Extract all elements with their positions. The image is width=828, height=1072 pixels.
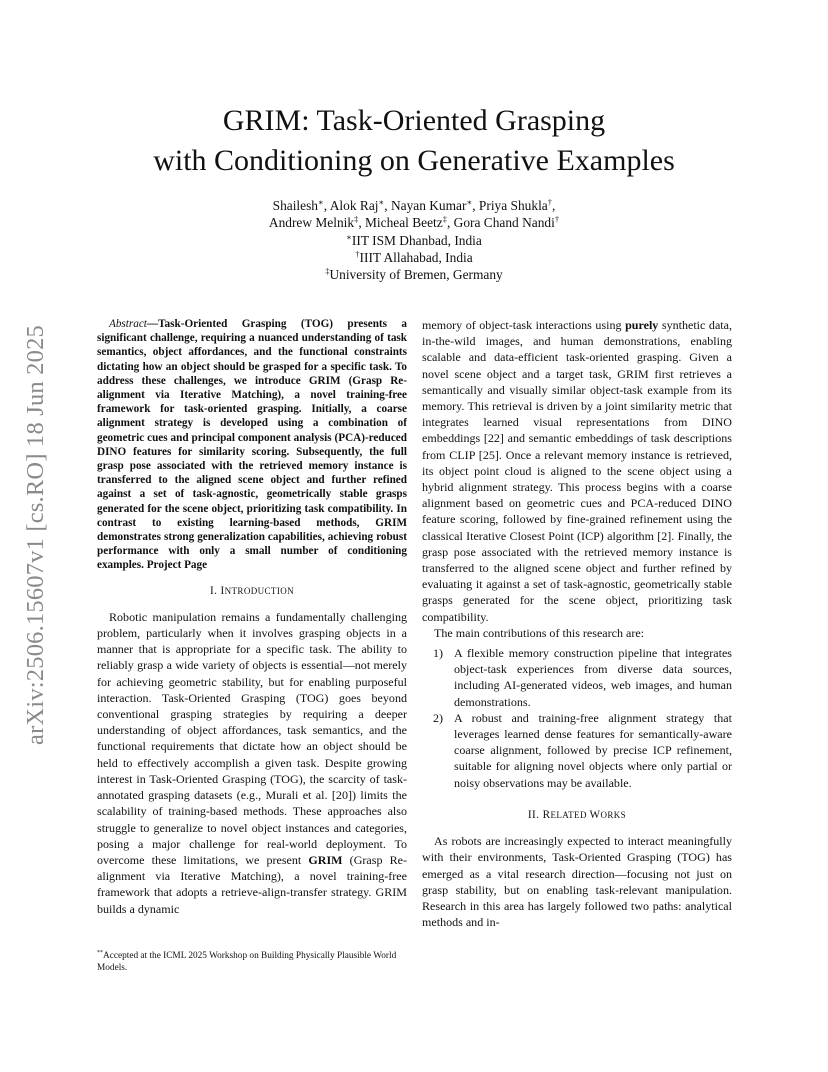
project-page-link[interactable]: Project Page [146, 559, 208, 572]
title-line-2: with Conditioning on Generative Examples [153, 144, 675, 177]
contribution-item-2: 2) A robust and training-free alignment strategy that leverages learned dense features for semantically-aware coarse alignment, followed by precise ICP refinement, suitable for aligning novel objects where only partial or noisy observations may be available. [433, 710, 732, 790]
affiliation-3: ‡University of Bremen, Germany [325, 266, 503, 283]
title-line-1: GRIM: Task-Oriented Grasping [222, 104, 606, 137]
affiliation-2: †IIIT Allahabad, India [355, 248, 473, 265]
intro-paragraph-2: memory of object-task interactions using purely synthetic data, in-the-wild images, and human demonstrations, enabling scalable and data-efficient task-oriented grasping. Given a novel scene object and a target task, GRIM first retrieves a semantically and visually similar object-task example from its memory. This retrieval is driven by a joint similarity metric that integrates learned visual representations from DINO embeddings [22] and semantic embeddings of task descriptions from CLIP [25]. Once a relevant memory instance is retrieved, its object point cloud is aligned to the scene object using a hybrid alignment strategy. This process begins with a coarse alignment based on geometric cues and PCA-reduced DINO feature scoring, followed by fine-grained refinement using the classical Iterative Closest Point (ICP) algorithm [2]. Finally, the grasp pose associated with the retrieved memory instance is transferred to the aligned scene object and further refined by evaluating it against a set of task-agnostic, geometrically stable grasps generated for the scene object, prioritizing task compatibility. [422, 318, 732, 624]
grim-bold: GRIM [308, 852, 343, 867]
author-line-1: Shailesh∗, Alok Raj∗, Nayan Kumar∗, Priya Shukla†, [272, 197, 556, 213]
contributions-list [422, 645, 732, 791]
related-works-paragraph-1: As robots are increasingly expected to interact meaningfully with their environments, Task-Oriented Grasping (TOG) has emerged as a vital research direction—focusing not just on grasp stability, but on enabling task-relevant manipulation. Research in this area has largely followed two paths: analytical methods and in- [422, 834, 732, 930]
arxiv-id-text: arXiv:2506.15607v1 [cs.RO] 18 Jun 2025 [22, 325, 49, 745]
abstract [97, 317, 407, 573]
paper-title [90, 101, 738, 181]
contributions-intro: The main contributions of this research are: [434, 625, 645, 640]
author-block [90, 197, 738, 283]
intro-paragraph-1: Robotic manipulation remains a fundamentally challenging problem, particularly when it involves grasping objects in a manner that is appropriate for a specific task. The ability to reliably grasp a wide variety of objects is essential—not merely for achieving geometric stability, but for enabling purposeful interaction. Task-Oriented Grasping (TOG) goes beyond conventional grasping strategies by requiring a deeper understanding of object affordances, task semantics, and the functional requirements that dictate how an object should be held to effectively accomplish a given task. Despite growing interest in Task-Oriented Grasping (TOG), the scarcity of task-annotated grasping datasets (e.g., Murali et al. [20]) limits the scalability of training-based methods. These approaches also struggle to generalize to novel object instances and categories, posing a major challenge for real-world deployment. To overcome these limitations, we present GRIM (Grasp Re-alignment via Iterative Matching), a novel training-free framework that adopts a retrieve-align-transfer strategy. GRIM builds a dynamic [97, 609, 408, 916]
section-heading-introduction: I. INTRODUCTION [209, 584, 295, 597]
author-line-2: Andrew Melnik‡, Micheal Beetz‡, Gora Chand Nandi† [268, 214, 560, 231]
left-column [97, 317, 407, 917]
abstract-text: —Task-Oriented Grasping (TOG) presents a significant challenge, requiring a nuanced understanding of task semantics, object affordances, and the functional constraints dictating how an object should be grasped for a specific task. To address these challenges, we introduce GRIM (Grasp Re-alignment via Iterative Matching), a novel training-free framework for task-oriented grasping. Initially, a coarse alignment strategy is developed using a combination of geometric cues and principal component analysis (PCA)-reduced DINO features for similarity scoring. Subsequently, the full grasp pose associated with the retrieved memory instance is transferred to the aligned scene object and further refined against a set of task-agnostic, geometrically stable grasps generated for the scene object, prioritizing task compatibility. In contrast to existing learning-based methods, GRIM demonstrates strong generalization capabilities, achieving robust performance with only a small number of conditioning examples. [97, 318, 407, 572]
arxiv-sidebar-stamp [16, 300, 56, 770]
footnote: **Accepted at the ICML 2025 Workshop on Building Physically Plausible World Models. [97, 950, 397, 974]
purely-bold: purely [625, 318, 659, 332]
abstract-label: Abstract [109, 318, 147, 330]
section-heading-related-works: II. RELATED WORKS [527, 808, 627, 821]
affiliation-1: ∗IIT ISM Dhanbad, India [346, 231, 482, 248]
right-column [422, 317, 732, 930]
contribution-item-1: 1) A flexible memory construction pipeline that integrates object-task experiences from diverse data sources, including AI-generated videos, web images, and human demonstrations. [433, 646, 732, 709]
